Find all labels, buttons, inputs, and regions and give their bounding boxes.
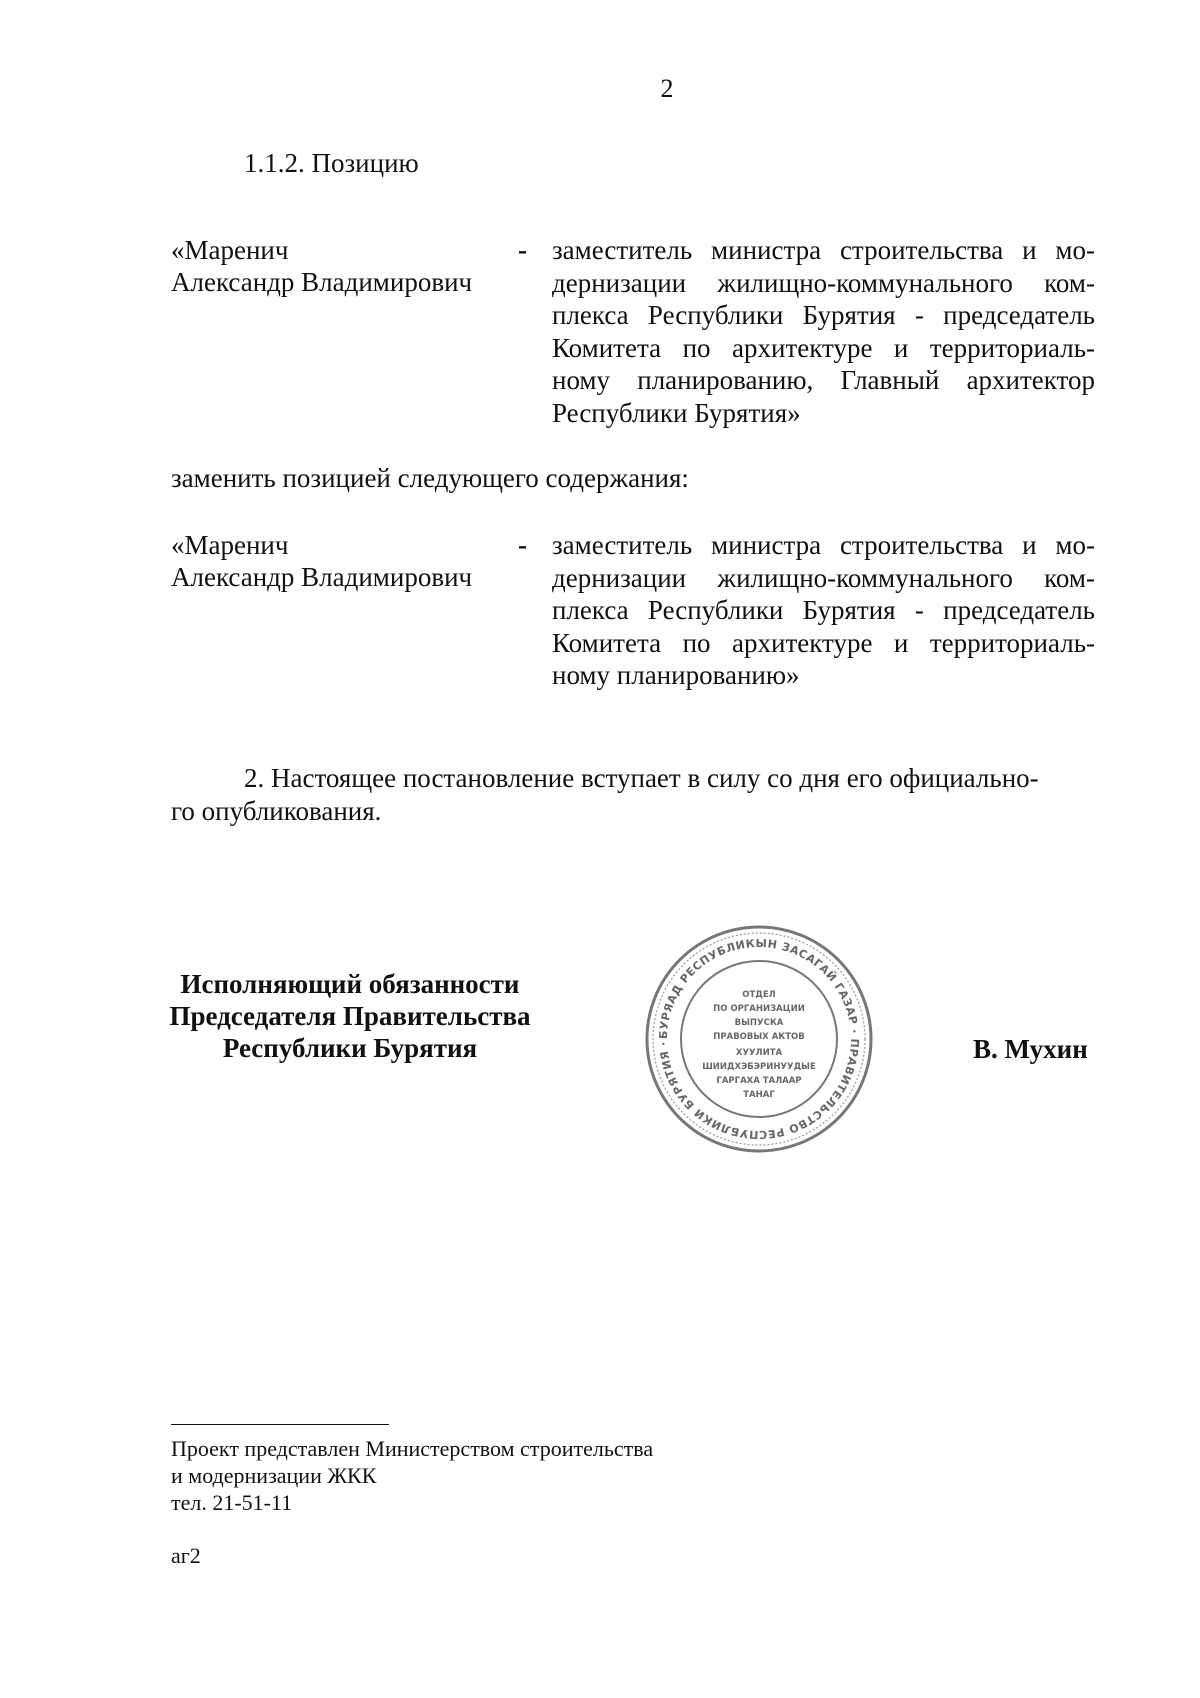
new-position-name-line-1: «Маренич [171,530,289,560]
clause-2-line-1: 2. Настоящее постановление вступает в силу со дня его официально- [244,763,1039,793]
footer-line: Проект представлен Министерством строительства [171,1436,654,1461]
clause-2-line-2: го опубликования. [171,796,382,826]
signatory-title-line: Республики Бурятия [222,1033,478,1063]
document-code: аг2 [171,1543,201,1568]
seal-center-line: ШИИДХЭБЭРИНУУДЫЕ [702,1062,816,1072]
old-position-name-line-2: Александр Владимирович [171,267,473,297]
signatory-title-line: Исполняющий обязанности [180,969,520,999]
old-position-text-line: дернизации жилищно-коммунального ком- [552,267,1095,298]
footer-line: и модернизации ЖКК [171,1463,377,1488]
clause-heading: 1.1.2. Позицию [244,148,419,178]
seal-center-line: ОТДЕЛ [742,990,776,1000]
signatory-name: В. Мухин [973,1034,1088,1064]
old-position-text-line: заместитель министра строительства и мо- [552,235,1095,265]
new-position-text-line: ному планированию» [552,660,800,690]
old-position-name-line-1: «Маренич [171,235,289,265]
seal-center-line: ВЫПУСКА [734,1018,784,1028]
footer-divider [171,1424,389,1425]
seal-ring-text: БУРЯАД РЕСПУБЛИКЫН ЗАСАГАЙ ГАЗАР · ПРАВИТЕЛЬСТВО РЕСПУБЛИКИ БУРЯТИЯ · [656,936,862,1142]
old-position-text-line: Комитета по архитектуре и территориаль- [552,332,1095,363]
old-position-text-line: ному планированию, Главный архитектор [552,365,1095,395]
seal-center-line: ПО ОРГАНИЗАЦИИ [713,1004,805,1014]
seal-center-line: ХУУЛИТА [735,1048,783,1058]
seal-center-line: ТАНАГ [743,1090,775,1100]
seal-center-line: ГАРГАХА ТАЛААР [716,1076,802,1086]
old-position-text-line: Республики Бурятия» [552,397,801,428]
page-number: 2 [660,74,674,103]
footer-note [171,1435,653,1516]
signatory-title-line: Председателя Правительства [169,1001,531,1031]
old-position-dash: - [518,235,527,265]
new-position-text-line: Комитета по архитектуре и территориаль- [552,627,1095,658]
new-position-dash: - [518,530,527,560]
new-position-description [552,529,1095,692]
old-position-text-line: плекса Республики Бурятия - председатель [552,300,1095,330]
new-position-name-line-2: Александр Владимирович [171,562,473,592]
seal-center-line: ПРАВОВЫХ АКТОВ [713,1032,805,1042]
official-seal [640,922,878,1156]
new-position-text-line: плекса Республики Бурятия - председатель [552,595,1095,625]
old-position-description [552,234,1095,429]
new-position-text-line: дернизации жилищно-коммунального ком- [552,562,1095,593]
new-position-text-line: заместитель министра строительства и мо- [552,530,1095,560]
signatory-title [150,968,550,1064]
replace-phrase: заменить позицией следующего содержания: [171,463,689,493]
footer-line: тел. 21-51-11 [171,1490,293,1515]
